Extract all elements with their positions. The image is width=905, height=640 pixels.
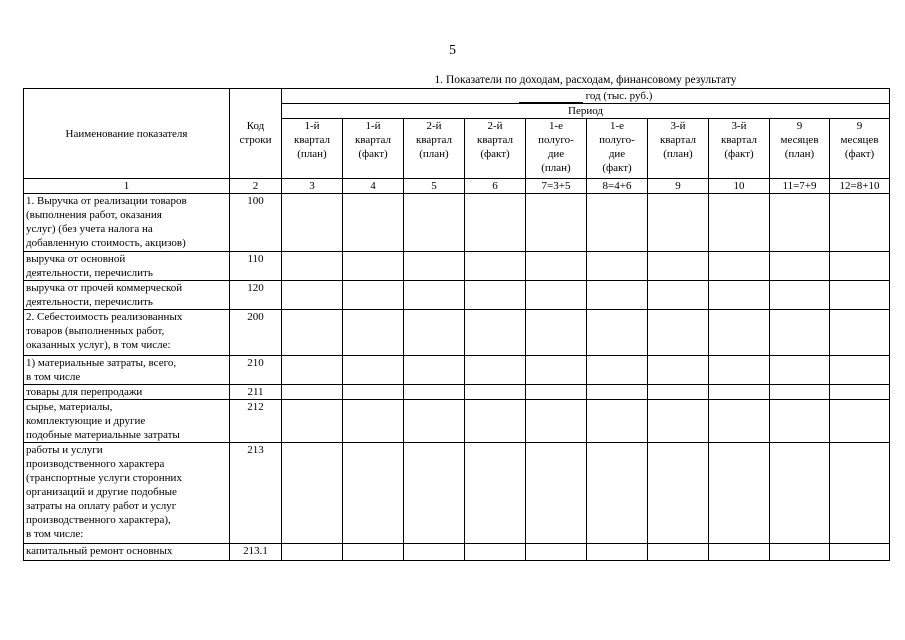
header-period-col-5: 2-й квартал (план) [404, 119, 465, 179]
value-cell[interactable] [830, 385, 890, 400]
value-cell[interactable] [404, 400, 465, 443]
row-code: 110 [230, 252, 282, 281]
value-cell[interactable] [343, 544, 404, 561]
value-cell[interactable] [648, 310, 709, 356]
value-cell[interactable] [282, 252, 343, 281]
column-number-12: 12=8+10 [830, 179, 890, 194]
value-cell[interactable] [404, 544, 465, 561]
row-code: 213.1 [230, 544, 282, 561]
row-name: 1. Выручка от реализации товаров (выполнения работ, оказания услуг) (без учета налога на добавленную стоимость, акцизов) [24, 194, 230, 252]
value-cell[interactable] [709, 544, 770, 561]
header-row-code: Код строки [230, 89, 282, 179]
row-code: 211 [230, 385, 282, 400]
column-number-10: 10 [709, 179, 770, 194]
value-cell[interactable] [830, 310, 890, 356]
value-cell[interactable] [404, 385, 465, 400]
value-cell[interactable] [709, 385, 770, 400]
table-row [24, 544, 890, 561]
row-code: 200 [230, 310, 282, 356]
value-cell[interactable] [282, 356, 343, 385]
header-year [282, 89, 890, 104]
value-cell[interactable] [709, 252, 770, 281]
value-cell[interactable] [830, 252, 890, 281]
column-number-5: 5 [404, 179, 465, 194]
value-cell[interactable] [465, 194, 526, 252]
value-cell[interactable] [343, 252, 404, 281]
row-name: выручка от прочей коммерческой деятельности, перечислить [24, 281, 230, 310]
table-row [24, 400, 890, 443]
column-number-8: 8=4+6 [587, 179, 648, 194]
value-cell[interactable] [830, 443, 890, 544]
value-cell[interactable] [709, 310, 770, 356]
value-cell[interactable] [282, 400, 343, 443]
value-cell[interactable] [770, 252, 830, 281]
value-cell[interactable] [587, 310, 648, 356]
page-number: 5 [449, 43, 456, 58]
value-cell[interactable] [404, 252, 465, 281]
value-cell[interactable] [526, 443, 587, 544]
value-cell[interactable] [770, 356, 830, 385]
value-cell[interactable] [404, 443, 465, 544]
row-code: 210 [230, 356, 282, 385]
section-title: 1. Показатели по доходам, расходам, финансовому результату [434, 74, 737, 86]
value-cell[interactable] [770, 443, 830, 544]
value-cell[interactable] [587, 443, 648, 544]
value-cell[interactable] [343, 443, 404, 544]
table-row [24, 443, 890, 544]
value-cell[interactable] [526, 385, 587, 400]
table-row [24, 356, 890, 385]
table-row [24, 252, 890, 281]
value-cell[interactable] [830, 356, 890, 385]
value-cell[interactable] [709, 400, 770, 443]
column-number-1: 1 [24, 179, 230, 194]
value-cell[interactable] [465, 400, 526, 443]
value-cell[interactable] [587, 356, 648, 385]
value-cell[interactable] [648, 194, 709, 252]
column-number-7: 7=3+5 [526, 179, 587, 194]
value-cell[interactable] [648, 544, 709, 561]
value-cell[interactable] [282, 443, 343, 544]
value-cell[interactable] [587, 194, 648, 252]
table-row [24, 281, 890, 310]
value-cell[interactable] [526, 356, 587, 385]
value-cell[interactable] [709, 356, 770, 385]
column-number-6: 6 [465, 179, 526, 194]
value-cell[interactable] [526, 310, 587, 356]
value-cell[interactable] [770, 281, 830, 310]
row-code: 100 [230, 194, 282, 252]
value-cell[interactable] [343, 281, 404, 310]
indicators-table [23, 88, 890, 561]
column-number-9: 9 [648, 179, 709, 194]
value-cell[interactable] [404, 281, 465, 310]
column-number-11: 11=7+9 [770, 179, 830, 194]
value-cell[interactable] [587, 385, 648, 400]
value-cell[interactable] [343, 400, 404, 443]
value-cell[interactable] [770, 544, 830, 561]
value-cell[interactable] [770, 385, 830, 400]
value-cell[interactable] [770, 194, 830, 252]
value-cell[interactable] [404, 194, 465, 252]
header-period-col-8: 1-е полуго- дие (факт) [587, 119, 648, 179]
value-cell[interactable] [526, 544, 587, 561]
value-cell[interactable] [770, 400, 830, 443]
value-cell[interactable] [343, 385, 404, 400]
header-period-col-7: 1-е полуго- дие (план) [526, 119, 587, 179]
value-cell[interactable] [648, 400, 709, 443]
value-cell[interactable] [282, 194, 343, 252]
row-name: работы и услуги производственного характера (транспортные услуги сторонних организаций и другие подобные затраты на оплату работ и услуг производственного характера), в том числе: [24, 443, 230, 544]
value-cell[interactable] [343, 194, 404, 252]
value-cell[interactable] [465, 385, 526, 400]
row-name: 1) материальные затраты, всего, в том числе [24, 356, 230, 385]
value-cell[interactable] [830, 544, 890, 561]
value-cell[interactable] [648, 443, 709, 544]
row-name: сырье, материалы, комплектующие и другие подобные материальные затраты [24, 400, 230, 443]
value-cell[interactable] [465, 356, 526, 385]
value-cell[interactable] [282, 281, 343, 310]
year-blank-line [519, 91, 583, 103]
row-name: 2. Себестоимость реализованных товаров (выполненных работ, оказанных услуг), в том числе: [24, 310, 230, 356]
value-cell[interactable] [648, 252, 709, 281]
column-number-4: 4 [343, 179, 404, 194]
value-cell[interactable] [648, 356, 709, 385]
column-number-3: 3 [282, 179, 343, 194]
value-cell[interactable] [465, 544, 526, 561]
row-name: выручка от основной деятельности, перечислить [24, 252, 230, 281]
value-cell[interactable] [830, 281, 890, 310]
table-row [24, 385, 890, 400]
header-year-label: год (тыс. руб.) [585, 90, 653, 102]
value-cell[interactable] [587, 281, 648, 310]
value-cell[interactable] [343, 310, 404, 356]
value-cell[interactable] [465, 443, 526, 544]
value-cell[interactable] [465, 310, 526, 356]
value-cell[interactable] [587, 400, 648, 443]
value-cell[interactable] [709, 281, 770, 310]
value-cell[interactable] [465, 252, 526, 281]
value-cell[interactable] [648, 281, 709, 310]
row-name: товары для перепродажи [24, 385, 230, 400]
value-cell[interactable] [526, 194, 587, 252]
value-cell[interactable] [648, 385, 709, 400]
value-cell[interactable] [526, 400, 587, 443]
row-code: 120 [230, 281, 282, 310]
row-code: 212 [230, 400, 282, 443]
value-cell[interactable] [404, 310, 465, 356]
header-period: Период [282, 104, 890, 119]
value-cell[interactable] [282, 310, 343, 356]
table-row [24, 310, 890, 356]
row-code: 213 [230, 443, 282, 544]
header-indicator-name: Наименование показателя [24, 89, 230, 179]
header-period-col-6: 2-й квартал (факт) [465, 119, 526, 179]
value-cell[interactable] [709, 443, 770, 544]
value-cell[interactable] [404, 356, 465, 385]
row-name: капитальный ремонт основных [24, 544, 230, 561]
value-cell[interactable] [465, 281, 526, 310]
column-number-2: 2 [230, 179, 282, 194]
value-cell[interactable] [526, 252, 587, 281]
header-period-col-12: 9 месяцев (факт) [830, 119, 890, 179]
value-cell[interactable] [282, 544, 343, 561]
value-cell[interactable] [282, 385, 343, 400]
header-period-col-10: 3-й квартал (факт) [709, 119, 770, 179]
value-cell[interactable] [587, 544, 648, 561]
value-cell[interactable] [830, 400, 890, 443]
header-period-col-9: 3-й квартал (план) [648, 119, 709, 179]
table-row [24, 194, 890, 252]
header-period-col-4: 1-й квартал (факт) [343, 119, 404, 179]
value-cell[interactable] [709, 194, 770, 252]
value-cell[interactable] [526, 281, 587, 310]
value-cell[interactable] [343, 356, 404, 385]
value-cell[interactable] [587, 252, 648, 281]
value-cell[interactable] [770, 310, 830, 356]
value-cell[interactable] [830, 194, 890, 252]
header-period-col-3: 1-й квартал (план) [282, 119, 343, 179]
header-period-col-11: 9 месяцев (план) [770, 119, 830, 179]
